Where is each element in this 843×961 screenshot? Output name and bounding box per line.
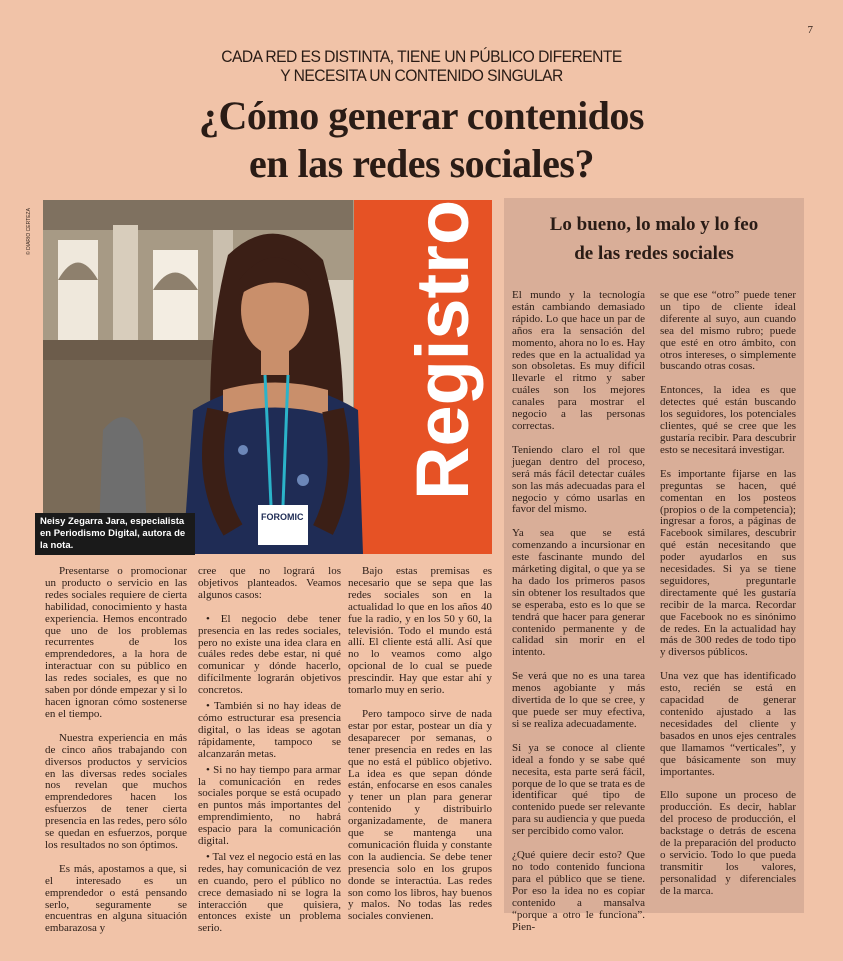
article-column-3 [348,566,492,935]
headline-line-1: ¿Cómo generar contenidos [199,93,644,138]
kicker-line-1: CADA RED ES DISTINTA, TIENE UN PÚBLICO DIFERENTE [221,47,622,66]
paragraph: Nuestra experiencia en más de cinco años trabajando con diversos productos y servicios en las diversas redes sociales nos revelan que muchos emprendedores hacen los esfuerzos de tener cierta presencia en las redes, pero sólo se quedan en esfuerzos, porque los resultados no son óptimos. [45,731,187,851]
paragraph: se que ese “otro” puede tener un tipo de cliente ideal diferente al suyo, aun cuando sea del mismo rubro; puede que esté en otro ámbito, con otros intereses, o simplemente buscando otras cosas. [660,289,796,373]
headline-line-2: en las redes sociales? [249,141,594,186]
sidebar-column-2 [660,290,796,910]
bullet-item: • También si no hay ideas de cómo estructurar esa presencia digital, o las ideas se agotan rápidamente, tampoco se alcanzarán metas. [198,700,341,760]
sidebar-title-line-1: Lo bueno, lo malo y lo feo [549,214,759,235]
banner-text: Registro [401,200,484,500]
paragraph: Presentarse o promocionar un producto o servicio en las redes sociales requiere de cierta habilidad, conocimiento y hasta experiencia. Hemos encontrado que uno de los problemas recurrentes de los emprendedores, a la hora de interactuar con su público en las redes sociales, es que no saben por dónde empezar y si lo hacen ignoran cómo sostenerse en el tiempo. [45,565,187,720]
paragraph: Ello supone un proceso de producción. Es decir, hablar del proceso de producción, el backstage o detrás de escena de la preparación del producto o servicio. Todo lo que pueda transmitir los valores, personalidad y diferenciales de la marca. [660,789,796,897]
kicker [34,47,810,85]
bullet-item: • El negocio debe tener presencia en las redes sociales, pero no existe una idea clara en cuáles redes debe estar, ni qué comunicar y dónde hacerlo, difícilmente lograrán objetivos concretos. [198,612,341,697]
paragraph: ¿Qué quiere decir esto? Que no todo contenido funciona para el público que se tiene. Por eso la idea no es copiar contenido a mansalva “porque a otro le funciona”. Pien- [512,849,645,933]
article-column-2 [198,566,341,939]
paragraph: Pero tampoco sirve de nada estar por estar, postear un día y desaparecer por semanas, o tener presencia en redes en las que no está el público objetivo. La idea es que sepan dónde están, enfocarse en esos canales y tener un plan para generar contenido y distribuirlo organizadamente, de manera que se mantenga una comunicación fluida y constante con la audiencia. Se debe tener presencia solo en los grupos donde se interactúa. Las redes son como los libros, hay buenos y malos. No todas las redes sociales convienen. [348,707,492,923]
article-column-1 [45,566,187,947]
paragraph: Se verá que no es una tarea menos agobiante y más divertida de lo que se cree, y que puede ser muy efectiva, si se realiza adecuadamente. [512,670,645,730]
paragraph: Una vez que has identificado esto, recién se está en capacidad de generar contenido ajustado a las necesidades del cliente y basados en unos ejes centrales que llamamos “verticales”, y que básicamente son muy importantes. [660,670,796,778]
paragraph: Es importante fijarse en las preguntas se hacen, qué comentan en los posteos (propios o de la competencia); ingresar a foros, a páginas de Facebook similares, descubrir qué están necesitando que poder ayudarlos en sus necesidades. Si ya se tiene seguidores, preguntarle directamente qué les gustaría recibir de la marca. Recordar que Facebook no es sinónimo de redes. En la actualidad hay más de 300 redes de todo tipo y diversos públicos. [660,467,796,659]
paragraph: Bajo estas premisas es necesario que se sepa que las redes sociales son en la actualidad lo que en los años 40 fue la radio, y en los 50 y 60, la televisión. Todo el mundo está allí. El cliente está allí. Así que no lo veamos como algo opcional de lo cual se puede prescindir. Hay que estar ahí y tomarlo muy en serio. [348,565,492,697]
paragraph: cree que no logrará los objetivos planteados. Veamos algunos casos: [198,565,341,601]
bullet-item: • Si no hay tiempo para armar la comunicación en redes sociales porque se está ocupado en puntos más importantes del emprendimiento, no habrá espacio para la comunicación digital. [198,763,341,848]
sidebar-column-1 [512,290,645,945]
article-photo [43,200,492,554]
photo-illustration [43,200,492,554]
photo-caption: Neisy Zegarra Jara, especialista en Periodismo Digital, autora de la nota. [35,513,195,555]
page-number: 7 [807,24,813,36]
bullet-item: • Tal vez el negocio está en las redes, hay comunicación de vez en cuando, pero el público no crece demasiado ni se logra la interacción que quisiera, entonces existe un problema serio. [198,850,341,935]
headline [0,92,843,188]
kicker-line-2: Y NECESITA UN CONTENIDO SINGULAR [280,66,563,85]
paragraph: Teniendo claro el rol que juegan dentro del proceso, será más fácil detectar cuáles son las más adecuadas para el negocio y cómo usarlas en favor del mismo. [512,443,645,516]
paragraph: El mundo y la tecnología están cambiando demasiado rápido. Lo que hace un par de años era la sensación del momento, ahora no lo es. Hay redes que en la actualidad ya son obsoletas. Es muy difícil llevarle el ritmo y saber cuáles son los mejores canales para mostrar el negocio a las personas correctas. [512,289,645,432]
sidebar-title-line-2: de las redes sociales [574,243,734,264]
sidebar-title [504,210,804,268]
photo-credit: © DIARIO CERTEZA [26,208,32,255]
paragraph: Entonces, la idea es que detectes qué están buscando los seguidores, los potenciales clientes, qué se cree que les gustaría recibir. Para descubrir esto se necesitará investigar. [660,384,796,456]
paragraph: Es más, apostamos a que, si el interesado es un emprendedor o está pensando serlo, seguramente se encuentras en alguna situación embarazosa y [45,862,187,935]
badge-text: FOROMIC [261,512,304,522]
paragraph: Si ya se conoce al cliente ideal a fondo y se sabe qué necesita, esta parte será fácil, porque de lo que se trata es de identificar qué tipo de contenido puede ser relevante para su audiencia y que pueda ser percibido como valor. [512,741,645,838]
paragraph: Ya sea que se está comenzando a incursionar en este fascinante mundo del márketing digital, o que ya se ha dado los primeros pasos sin obtener los resultados que se esperaba, esto es lo que se tendrá que hacer para generar contenido permanente y de calidad sin morir en el intento. [512,527,645,659]
